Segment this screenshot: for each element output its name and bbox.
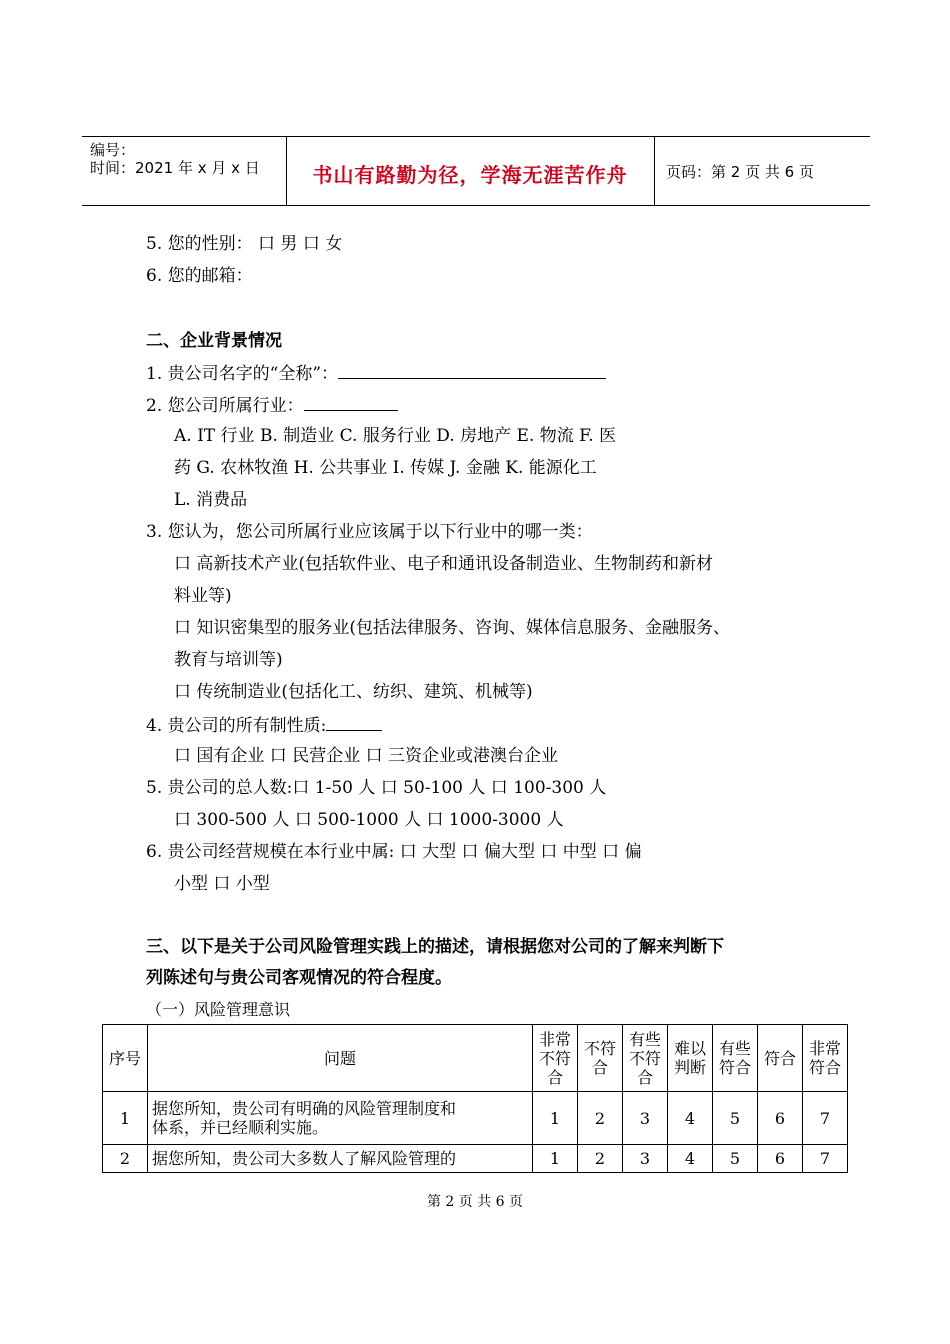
rating-cell[interactable]: 4 <box>668 1092 713 1145</box>
scale-label: 符合 <box>808 1058 841 1077</box>
scale-label: 非常 <box>808 1039 841 1058</box>
scale-label: 符合 <box>718 1058 751 1077</box>
scale-label: 非常 <box>538 1029 571 1049</box>
section3-title-line2: 列陈述句与贵公司客观情况的符合程度。 <box>146 968 452 988</box>
ownership-options: 口 国有企业 口 民营企业 口 三资企业或港澳台企业 <box>174 746 559 766</box>
headcount-options-line2: 口 300-500 人 口 500-1000 人 口 1000-3000 人 <box>174 810 564 830</box>
company-name-label: 1. 贵公司名字的“全称”： <box>146 364 339 384</box>
page-header <box>82 136 870 206</box>
rating-cell[interactable]: 6 <box>758 1145 803 1173</box>
table-row <box>103 1145 848 1173</box>
scale-label: 合 <box>546 1067 563 1087</box>
industry-class-option1-line2: 料业等) <box>174 586 232 606</box>
industry-options-line2: 药 G. 农林牧渔 H. 公共事业 I. 传媒 J. 金融 K. 能源化工 <box>174 458 597 478</box>
col-header-scale-3 <box>623 1025 668 1092</box>
ownership-question <box>146 713 382 737</box>
scale-label: 判断 <box>673 1058 706 1077</box>
rating-cell[interactable]: 7 <box>803 1145 848 1173</box>
industry-question <box>146 393 398 417</box>
subsection-title: （一）风险管理意识 <box>146 1000 291 1019</box>
col-header-question: 问题 <box>148 1025 533 1092</box>
scale-label: 不符 <box>628 1048 661 1068</box>
headcount-question: 5. 贵公司的总人数:口 1-50 人 口 50-100 人 口 100-300 人 <box>146 778 607 798</box>
industry-options-line1: A. IT 行业 B. 制造业 C. 服务行业 D. 房地产 E. 物流 F. 医 <box>174 426 617 446</box>
col-header-scale-6 <box>758 1025 803 1092</box>
rating-cell[interactable]: 2 <box>578 1092 623 1145</box>
industry-options-line3: L. 消费品 <box>174 490 248 510</box>
row-question-line: 据您所知，贵公司大多数人了解风险管理的 <box>152 1149 457 1168</box>
header-meta <box>90 141 260 177</box>
industry-class-option1-line1: 口 高新技术产业(包括软件业、电子和通讯设备制造业、生物制药和新材 <box>174 554 714 574</box>
scale-label: 不符 <box>583 1039 616 1058</box>
rating-cell[interactable]: 5 <box>713 1092 758 1145</box>
rating-cell[interactable]: 7 <box>803 1092 848 1145</box>
rating-cell[interactable]: 4 <box>668 1145 713 1173</box>
rating-cell[interactable]: 3 <box>623 1145 668 1173</box>
rating-cell[interactable]: 6 <box>758 1092 803 1145</box>
page-footer: 第 2 页 共 6 页 <box>426 1194 524 1210</box>
section2-title: 二、企业背景情况 <box>146 331 282 351</box>
company-name-question <box>146 361 606 385</box>
row-question <box>148 1145 533 1173</box>
scale-label: 有些 <box>628 1029 661 1049</box>
email-question: 6. 您的邮箱： <box>146 266 253 286</box>
header-page-info: 页码：第 2 页 共 6 页 <box>666 163 814 181</box>
rating-cell[interactable]: 1 <box>533 1145 578 1173</box>
industry-class-option2-line2: 教育与培训等) <box>174 650 283 670</box>
scale-label: 有些 <box>718 1039 751 1058</box>
col-header-scale-2 <box>578 1025 623 1092</box>
industry-class-option3: 口 传统制造业(包括化工、纺织、建筑、机械等) <box>174 682 533 702</box>
row-no: 1 <box>103 1092 148 1145</box>
risk-awareness-table <box>102 1024 848 1173</box>
rating-cell[interactable]: 2 <box>578 1145 623 1173</box>
ownership-blank[interactable] <box>326 713 382 731</box>
col-header-scale-4 <box>668 1025 713 1092</box>
section3-title-line1: 三、以下是关于公司风险管理实践上的描述，请根据您对公司的了解来判断下 <box>146 937 724 957</box>
table-row <box>103 1092 848 1145</box>
scale-label: 不符 <box>538 1048 571 1068</box>
industry-label: 2. 您公司所属行业： <box>146 396 304 416</box>
col-header-scale-5 <box>713 1025 758 1092</box>
industry-class-question: 3. 您认为，您公司所属行业应该属于以下行业中的哪一类： <box>146 522 593 542</box>
header-time: 时间：2021 年 x 月 x 日 <box>90 159 260 177</box>
rating-cell[interactable]: 3 <box>623 1092 668 1145</box>
rating-cell[interactable]: 1 <box>533 1092 578 1145</box>
ownership-label: 4. 贵公司的所有制性质: <box>146 716 327 736</box>
header-motto: 书山有路勤为径，学海无涯苦作舟 <box>312 163 628 187</box>
industry-blank[interactable] <box>304 393 398 411</box>
scale-label: 合 <box>591 1058 608 1077</box>
scale-label: 合 <box>636 1067 653 1087</box>
rating-cell[interactable]: 5 <box>713 1145 758 1173</box>
header-divider <box>654 137 655 205</box>
industry-class-option2-line1: 口 知识密集型的服务业(包括法律服务、咨询、媒体信息服务、金融服务、 <box>174 618 731 638</box>
company-name-blank[interactable] <box>338 361 606 379</box>
scale-question: 6. 贵公司经营规模在本行业中属: 口 大型 口 偏大型 口 中型 口 偏 <box>146 842 642 862</box>
row-question-line: 据您所知，贵公司有明确的风险管理制度和 <box>152 1099 457 1118</box>
scale-label: 难以 <box>673 1039 706 1058</box>
scale-options-line2: 小型 口 小型 <box>174 874 270 894</box>
scale-label: 符合 <box>763 1048 796 1068</box>
row-question <box>148 1092 533 1145</box>
row-question-line: 体系，并已经顺利实施。 <box>152 1118 329 1137</box>
row-no: 2 <box>103 1145 148 1173</box>
col-header-no: 序号 <box>103 1025 148 1092</box>
table-header-row <box>103 1025 848 1092</box>
col-header-scale-1 <box>533 1025 578 1092</box>
col-header-scale-7 <box>803 1025 848 1092</box>
gender-question: 5. 您的性别： 口 男 口 女 <box>146 234 343 254</box>
header-number: 编号： <box>90 141 136 159</box>
